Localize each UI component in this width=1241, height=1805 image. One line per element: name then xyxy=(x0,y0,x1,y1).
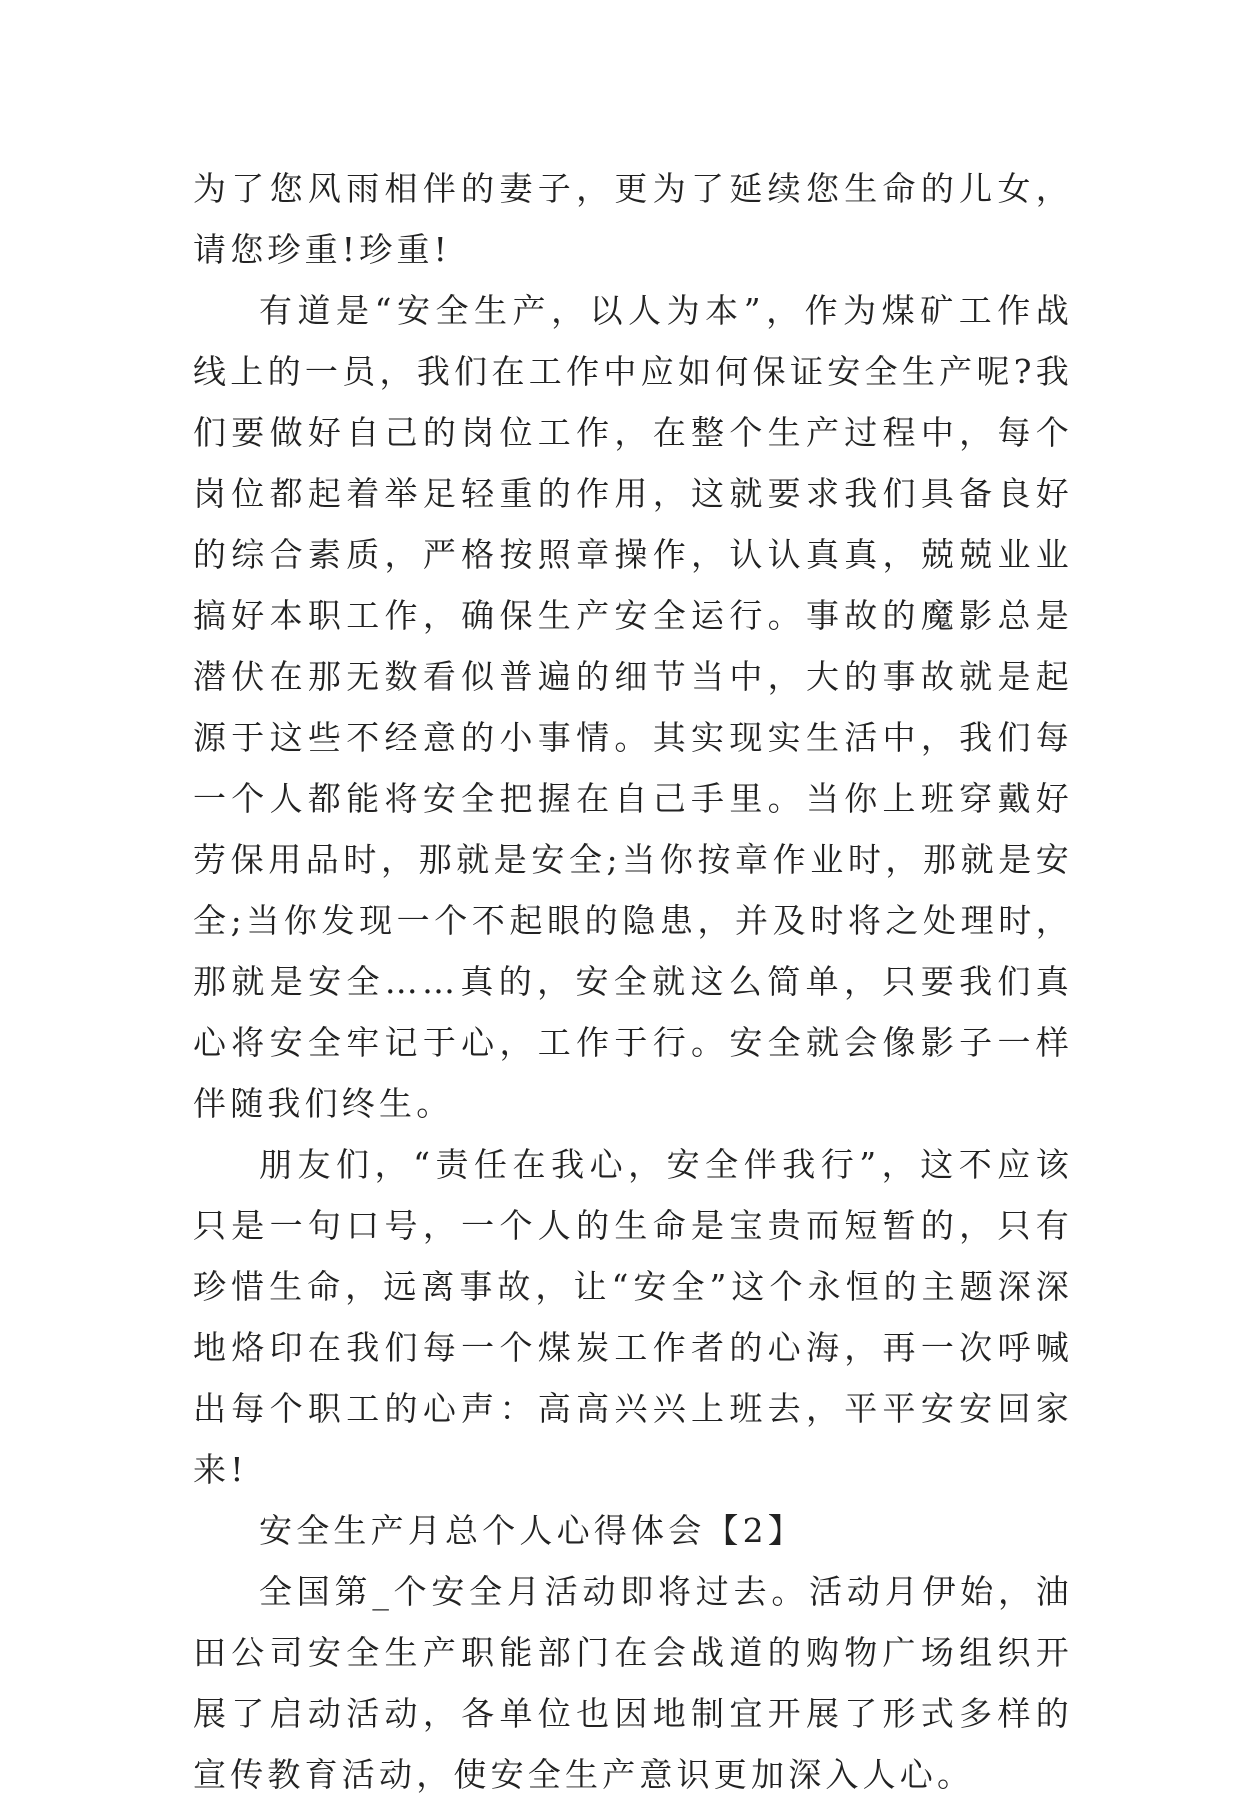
paragraph-3: 朋友们，“责任在我心，安全伴我行”，这不应该只是一句口号，一个人的生命是宝贵而短暂的，只有珍惜生命，远离事故，让“安全”这个永恒的主题深深地烙印在我们每一个煤炭工作者的心海，再一次呼喊出每个职工的心声：高高兴兴上班去，平平安安回家来! xyxy=(193,1145,1073,1489)
document-body xyxy=(193,158,1073,1805)
paragraph-2: 有道是“安全生产，以人为本”，作为煤矿工作战线上的一员，我们在工作中应如何保证安全生产呢?我们要做好自己的岗位工作，在整个生产过程中，每个岗位都起着举足轻重的作用，这就要求我们具备良好的综合素质，严格按照章操作，认认真真，兢兢业业搞好本职工作，确保生产安全运行。事故的魔影总是潜伏在那无数看似普遍的细节当中，大的事故就是起源于这些不经意的小事情。其实现实生活中，我们每一个人都能将安全把握在自己手里。当你上班穿戴好劳保用品时，那就是安全;当你按章作业时，那就是安全;当你发现一个不起眼的隐患，并及时将之处理时，那就是安全……真的，安全就这么简单，只要我们真心将安全牢记于心，工作于行。安全就会像影子一样伴随我们终生。 xyxy=(193,291,1073,1123)
section-heading: 安全生产月总个人心得体会【2】 xyxy=(259,1511,805,1550)
paragraph-1: 为了您风雨相伴的妻子，更为了延续您生命的儿女，请您珍重!珍重! xyxy=(193,169,1073,269)
paragraph-4: 全国第_个安全月活动即将过去。活动月伊始，油田公司安全生产职能部门在会战道的购物广场组织开展了启动活动，各单位也因地制宜开展了形式多样的宣传教育活动，使安全生产意识更加深入人心。 xyxy=(193,1572,1073,1794)
